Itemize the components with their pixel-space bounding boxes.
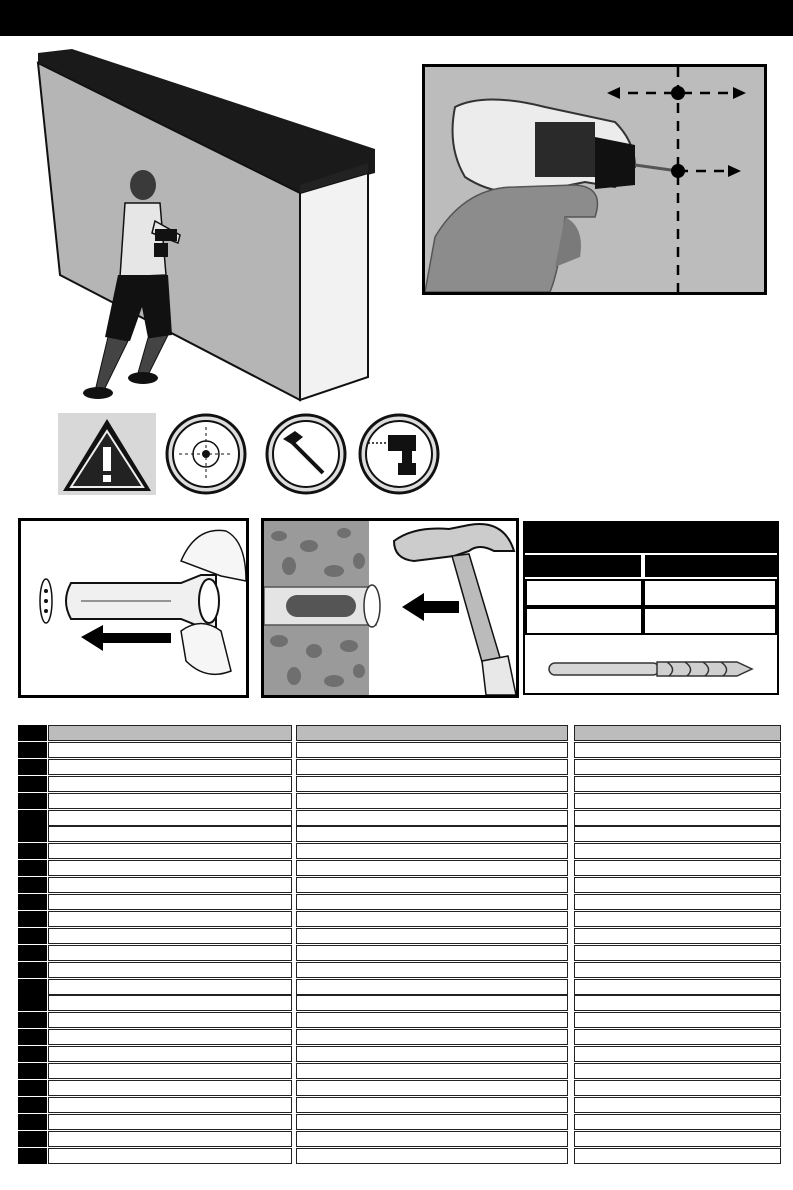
row-number-cell (18, 759, 47, 775)
warning-icon (58, 413, 156, 495)
language-cell (574, 1063, 781, 1079)
language-cell (296, 860, 568, 876)
language-cell (574, 1080, 781, 1096)
language-cell (574, 1097, 781, 1113)
language-cell (296, 843, 568, 859)
spec-table-title (525, 523, 777, 553)
language-cell (296, 995, 568, 1011)
row-number-cell (18, 742, 47, 758)
language-row (18, 962, 781, 979)
language-row (18, 1046, 781, 1063)
drill-marking-illustration (425, 67, 764, 292)
row-number-cell (18, 826, 47, 842)
row-number-cell (18, 877, 47, 893)
drill-spec-table (523, 521, 779, 695)
language-cell (296, 725, 568, 741)
language-row (18, 1080, 781, 1097)
language-cell (48, 911, 292, 927)
wall-drilling-illustration (30, 45, 375, 410)
language-cell (48, 1046, 292, 1062)
language-cell (296, 1080, 568, 1096)
spec-cell (525, 607, 643, 635)
language-row (18, 843, 781, 860)
row-number-cell (18, 810, 47, 826)
language-cell (574, 1114, 781, 1130)
row-number-cell (18, 1080, 47, 1096)
language-row (18, 742, 781, 759)
language-row (18, 1029, 781, 1046)
language-cell (574, 995, 781, 1011)
language-cell (574, 928, 781, 944)
language-row (18, 1063, 781, 1080)
row-number-cell (18, 928, 47, 944)
row-number-cell (18, 962, 47, 978)
language-cell (574, 725, 781, 741)
language-cell (574, 894, 781, 910)
drill-bit-icon (547, 653, 757, 683)
language-cell (48, 894, 292, 910)
row-number-cell (18, 1063, 47, 1079)
hand-inserting-anchor-illustration (21, 521, 246, 695)
language-cell (48, 1012, 292, 1028)
language-cell (574, 979, 781, 995)
language-cell (48, 1148, 292, 1164)
language-row (18, 911, 781, 928)
spec-col1-header (525, 555, 641, 577)
language-cell (574, 962, 781, 978)
hammer-driving-anchor-illustration (264, 521, 516, 695)
language-cell (574, 810, 781, 826)
language-cell (296, 962, 568, 978)
language-cell (296, 1148, 568, 1164)
row-number-cell (18, 1046, 47, 1062)
language-row (18, 945, 781, 962)
language-cell (574, 911, 781, 927)
hammer-icon (265, 413, 347, 495)
language-cell (296, 1131, 568, 1147)
row-number-cell (18, 1114, 47, 1130)
row-number-cell (18, 995, 47, 1011)
language-cell (48, 979, 292, 995)
language-cell (574, 877, 781, 893)
row-number-cell (18, 894, 47, 910)
spec-cell (643, 579, 777, 607)
language-cell (296, 911, 568, 927)
language-cell (48, 1097, 292, 1113)
language-cell (574, 1012, 781, 1028)
language-cell (296, 979, 568, 995)
language-cell (48, 962, 292, 978)
language-cell (48, 1114, 292, 1130)
insert-anchor-figure (18, 518, 249, 698)
language-row (18, 928, 781, 945)
language-cell (574, 945, 781, 961)
language-row (18, 826, 781, 843)
spec-col2-header (645, 555, 777, 577)
language-cell (48, 945, 292, 961)
language-row (18, 995, 781, 1012)
spec-cell (525, 579, 643, 607)
language-cell (48, 843, 292, 859)
drill-closeup-figure (422, 64, 767, 295)
row-number-cell (18, 979, 47, 995)
language-cell (574, 759, 781, 775)
language-cell (48, 860, 292, 876)
language-cell (296, 1097, 568, 1113)
language-row (18, 1097, 781, 1114)
language-row (18, 810, 781, 827)
language-cell (48, 928, 292, 944)
language-cell (296, 1012, 568, 1028)
language-cell (48, 776, 292, 792)
language-cell (48, 810, 292, 826)
header-bar (0, 0, 793, 36)
row-number-cell (18, 776, 47, 792)
language-cell (296, 826, 568, 842)
row-number-cell (18, 911, 47, 927)
row-number-cell (18, 1097, 47, 1113)
language-row (18, 1131, 781, 1148)
language-cell (296, 1029, 568, 1045)
language-cell (296, 759, 568, 775)
row-number-cell (18, 793, 47, 809)
language-row (18, 725, 781, 742)
language-row (18, 860, 781, 877)
language-cell (48, 1063, 292, 1079)
language-cell (48, 877, 292, 893)
language-row (18, 776, 781, 793)
language-row (18, 877, 781, 894)
language-cell (48, 759, 292, 775)
language-row (18, 1114, 781, 1131)
row-number-cell (18, 1029, 47, 1045)
language-cell (296, 793, 568, 809)
spec-cell (643, 607, 777, 635)
language-row (18, 759, 781, 776)
language-cell (296, 928, 568, 944)
language-cell (574, 826, 781, 842)
language-cell (574, 843, 781, 859)
language-cell (48, 995, 292, 1011)
language-cell (574, 1046, 781, 1062)
language-cell (296, 1114, 568, 1130)
language-cell (48, 1029, 292, 1045)
language-cell (48, 742, 292, 758)
language-cell (48, 725, 292, 741)
language-cell (574, 776, 781, 792)
row-number-cell (18, 945, 47, 961)
language-cell (296, 810, 568, 826)
language-cell (296, 776, 568, 792)
row-number-cell (18, 843, 47, 859)
language-cell (48, 1080, 292, 1096)
language-cell (574, 742, 781, 758)
language-cell (296, 945, 568, 961)
language-cell (48, 1131, 292, 1147)
language-row (18, 793, 781, 810)
hammer-anchor-figure (261, 518, 519, 698)
language-row (18, 979, 781, 996)
language-cell (574, 1148, 781, 1164)
language-cell (296, 894, 568, 910)
language-cell (574, 793, 781, 809)
row-number-cell (18, 860, 47, 876)
language-row (18, 894, 781, 911)
language-cell (296, 1046, 568, 1062)
language-row (18, 1148, 781, 1165)
language-cell (48, 793, 292, 809)
language-cell (296, 742, 568, 758)
target-icon (165, 413, 247, 495)
row-number-cell (18, 1012, 47, 1028)
language-cell (574, 1131, 781, 1147)
language-cell (48, 826, 292, 842)
language-cell (296, 877, 568, 893)
row-number-cell (18, 725, 47, 741)
language-cell (296, 1063, 568, 1079)
row-number-cell (18, 1131, 47, 1147)
language-row (18, 1012, 781, 1029)
drill-icon (358, 413, 440, 495)
row-number-cell (18, 1148, 47, 1164)
language-cell (574, 860, 781, 876)
language-cell (574, 1029, 781, 1045)
